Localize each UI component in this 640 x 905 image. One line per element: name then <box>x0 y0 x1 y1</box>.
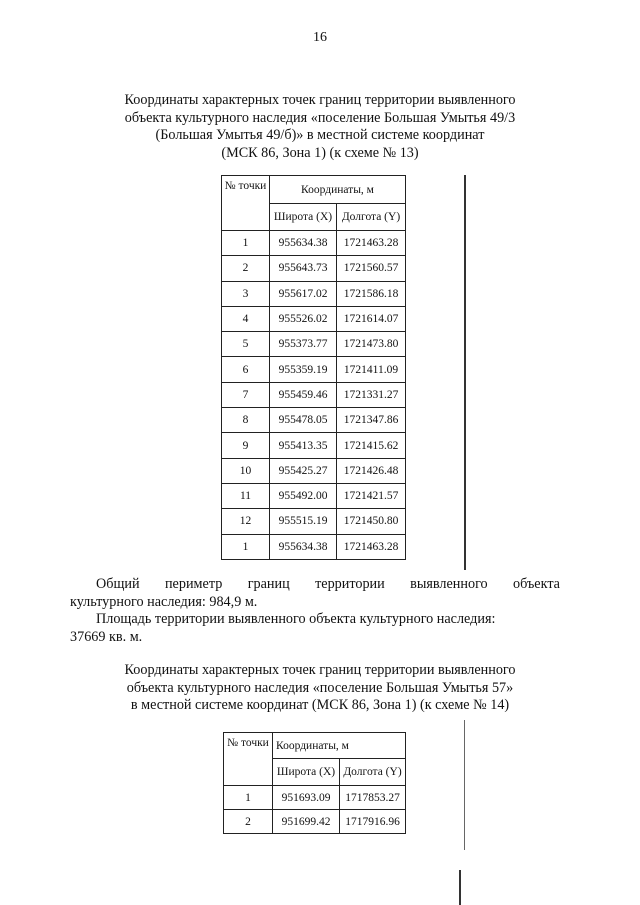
point-number-cell: 8 <box>222 408 270 433</box>
latitude-cell: 955643.73 <box>270 256 337 281</box>
latitude-cell: 955634.38 <box>270 231 337 256</box>
col-lon-header: Долгота (Y) <box>337 204 406 231</box>
longitude-cell: 1721421.57 <box>337 483 406 508</box>
table-row <box>222 306 406 331</box>
table-row <box>222 458 406 483</box>
perimeter-line-1 <box>70 576 560 594</box>
table-row <box>222 281 406 306</box>
section1-heading-line: Координаты характерных точек границ территории выявленного <box>124 92 516 108</box>
section2-heading-line: Координаты характерных точек границ территории выявленного <box>124 662 516 678</box>
point-number-cell: 4 <box>222 306 270 331</box>
point-number-cell: 9 <box>222 433 270 458</box>
point-number-cell: 3 <box>222 281 270 306</box>
longitude-cell: 1721331.27 <box>337 382 406 407</box>
section1-heading-line: объекта культурного наследия «поселение Большая Умытья 49/3 <box>124 109 516 126</box>
point-number-cell: 1 <box>224 786 273 810</box>
point-number-cell: 10 <box>222 458 270 483</box>
area-line-2: 37669 кв. м. <box>70 628 143 645</box>
latitude-cell: 955373.77 <box>270 332 337 357</box>
table-row <box>222 408 406 433</box>
latitude-cell: 951699.42 <box>273 810 340 834</box>
area-paragraph <box>70 611 560 646</box>
longitude-cell: 1721411.09 <box>337 357 406 382</box>
longitude-cell: 1721426.48 <box>337 458 406 483</box>
scan-artifact-line <box>459 870 461 905</box>
point-number-cell: 5 <box>222 332 270 357</box>
point-number-cell: 2 <box>224 810 273 834</box>
perimeter-word: выявленного <box>410 576 488 592</box>
col-point-header: № точки <box>224 733 273 786</box>
longitude-cell: 1721560.57 <box>337 256 406 281</box>
col-lon-header: Долгота (Y) <box>340 759 406 786</box>
perimeter-word: границ <box>247 576 290 592</box>
coordinates-table-2 <box>223 732 406 834</box>
section1-heading <box>80 92 560 162</box>
latitude-cell: 951693.09 <box>273 786 340 810</box>
latitude-cell: 955617.02 <box>270 281 337 306</box>
section1-heading-line: (МСК 86, Зона 1) (к схеме № 13) <box>221 144 419 161</box>
section2-heading-line: в местной системе координат (МСК 86, Зона 1) (к схеме № 14) <box>130 697 510 713</box>
latitude-cell: 955413.35 <box>270 433 337 458</box>
col-lat-header: Широта (X) <box>273 759 340 786</box>
table-row <box>222 382 406 407</box>
table-row <box>222 483 406 508</box>
latitude-cell: 955634.38 <box>270 534 337 559</box>
col-point-header: № точки <box>222 176 270 231</box>
section2-heading <box>80 662 560 715</box>
longitude-cell: 1717853.27 <box>340 786 406 810</box>
table-row <box>224 810 406 834</box>
perimeter-line-2: культурного наследия: 984,9 м. <box>70 593 258 610</box>
coordinates-table-1 <box>221 175 406 560</box>
longitude-cell: 1721473.80 <box>337 332 406 357</box>
point-number-cell: 12 <box>222 509 270 534</box>
scan-artifact-line <box>464 175 466 570</box>
section2-heading-line: объекта культурного наследия «поселение Большая Умытья 57» <box>126 679 514 696</box>
longitude-cell: 1721614.07 <box>337 306 406 331</box>
perimeter-word: территории <box>315 576 385 592</box>
point-number-cell: 2 <box>222 256 270 281</box>
point-number-cell: 1 <box>222 231 270 256</box>
perimeter-word: Общий <box>96 576 140 592</box>
col-coords-header: Координаты, м <box>273 733 406 759</box>
latitude-cell: 955459.46 <box>270 382 337 407</box>
latitude-cell: 955425.27 <box>270 458 337 483</box>
point-number-cell: 7 <box>222 382 270 407</box>
longitude-cell: 1721415.62 <box>337 433 406 458</box>
perimeter-word: объекта <box>513 576 560 592</box>
latitude-cell: 955492.00 <box>270 483 337 508</box>
section1-heading-line: (Большая Умытья 49/б)» в местной системе координат <box>155 127 485 143</box>
table-row <box>224 786 406 810</box>
table-row <box>222 509 406 534</box>
latitude-cell: 955526.02 <box>270 306 337 331</box>
longitude-cell: 1721463.28 <box>337 231 406 256</box>
point-number-cell: 11 <box>222 483 270 508</box>
col-lat-header: Широта (X) <box>270 204 337 231</box>
latitude-cell: 955478.05 <box>270 408 337 433</box>
latitude-cell: 955515.19 <box>270 509 337 534</box>
point-number-cell: 1 <box>222 534 270 559</box>
col-coords-header: Координаты, м <box>270 176 406 204</box>
area-line-1: Площадь территории выявленного объекта культурного наследия: <box>96 611 496 627</box>
perimeter-word: периметр <box>164 576 223 592</box>
longitude-cell: 1721347.86 <box>337 408 406 433</box>
longitude-cell: 1717916.96 <box>340 810 406 834</box>
perimeter-paragraph <box>70 576 560 611</box>
scan-artifact-line <box>464 720 465 850</box>
table-row <box>222 357 406 382</box>
table-row <box>222 256 406 281</box>
table-row <box>222 534 406 559</box>
table-row <box>222 433 406 458</box>
longitude-cell: 1721450.80 <box>337 509 406 534</box>
table-row <box>222 332 406 357</box>
latitude-cell: 955359.19 <box>270 357 337 382</box>
page-number: 16 <box>313 30 327 45</box>
longitude-cell: 1721586.18 <box>337 281 406 306</box>
longitude-cell: 1721463.28 <box>337 534 406 559</box>
point-number-cell: 6 <box>222 357 270 382</box>
table-row <box>222 231 406 256</box>
